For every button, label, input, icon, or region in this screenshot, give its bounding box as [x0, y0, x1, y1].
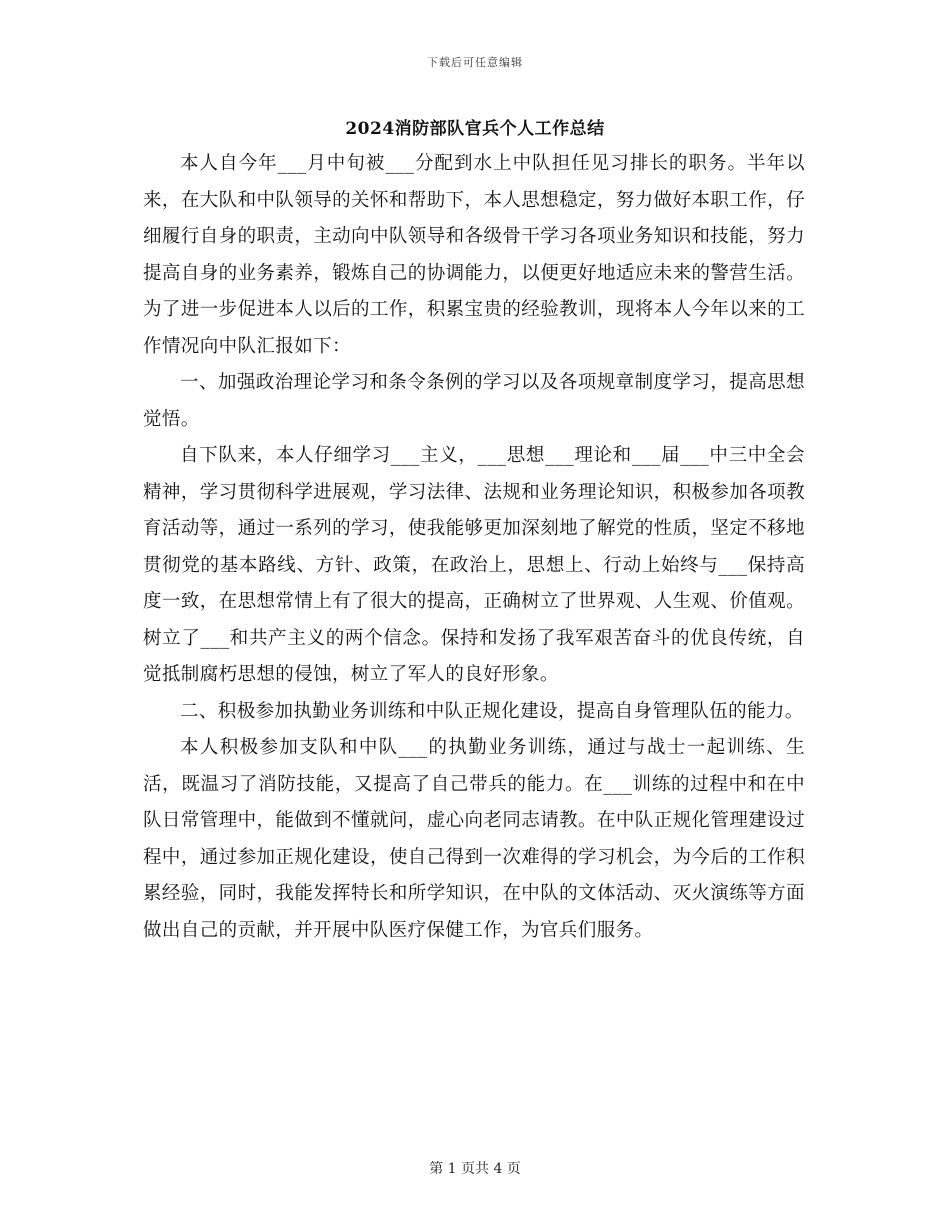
document-title: 2024消防部队官兵个人工作总结	[345, 119, 605, 139]
paragraph-section-1: 自下队来，本人仔细学习___主义，___思想___理论和___届___中三中全会精神，学习贯彻科学进展观，学习法律、法规和业务理论知识，积极参加各项教育活动等，通过一系列的学习，使我能够更加深刻地了解党的性质，坚定不移地贯彻党的基本路线、方针、政策，在政治上，思想上、行动上始终与___保持高度一致，在思想常情上有了很大的提高，正确树立了世界观、人生观、价值观。树立了___和共产主义的两个信念。保持和发扬了我军艰苦奋斗的优良传统，自觉抵制腐朽思想的侵蚀，树立了军人的良好形象。	[143, 445, 805, 685]
document-body	[143, 146, 805, 949]
paragraph-section-2: 本人积极参加支队和中队___的执勤业务训练，通过与战士一起训练、生活，既温习了消防技能，又提高了自己带兵的能力。在___训练的过程中和在中队日常管理中，能做到不懂就问，虚心向老同志请教。在中队正规化管理建设过程中，通过参加正规化建设，使自己得到一次难得的学习机会，为今后的工作积累经验，同时，我能发挥特长和所学知识，在中队的文体活动、灭火演练等方面做出自己的贡献，并开展中队医疗保健工作，为官兵们服务。	[143, 737, 805, 941]
section-heading-2: 二、积极参加执勤业务训练和中队正规化建设，提高自身管理队伍的能力。	[180, 700, 804, 722]
page-number-footer: 第 1 页共 4 页	[429, 1161, 521, 1177]
header-note: 下载后可任意编辑	[427, 56, 523, 69]
section-heading-1: 一、加强政治理论学习和条令条例的学习以及各项规章制度学习，提高思想觉悟。	[143, 372, 805, 430]
paragraph-intro: 本人自今年___月中旬被___分配到水上中队担任见习排长的职务。半年以来，在大队和中队领导的关怀和帮助下，本人思想稳定，努力做好本职工作，仔细履行自身的职责，主动向中队领导和各级骨干学习各项业务知识和技能，努力提高自身的业务素养，锻炼自己的协调能力，以便更好地适应未来的警营生活。为了进一步促进本人以后的工作，积累宝贵的经验教训，现将本人今年以来的工作情况向中队汇报如下：	[143, 153, 805, 357]
